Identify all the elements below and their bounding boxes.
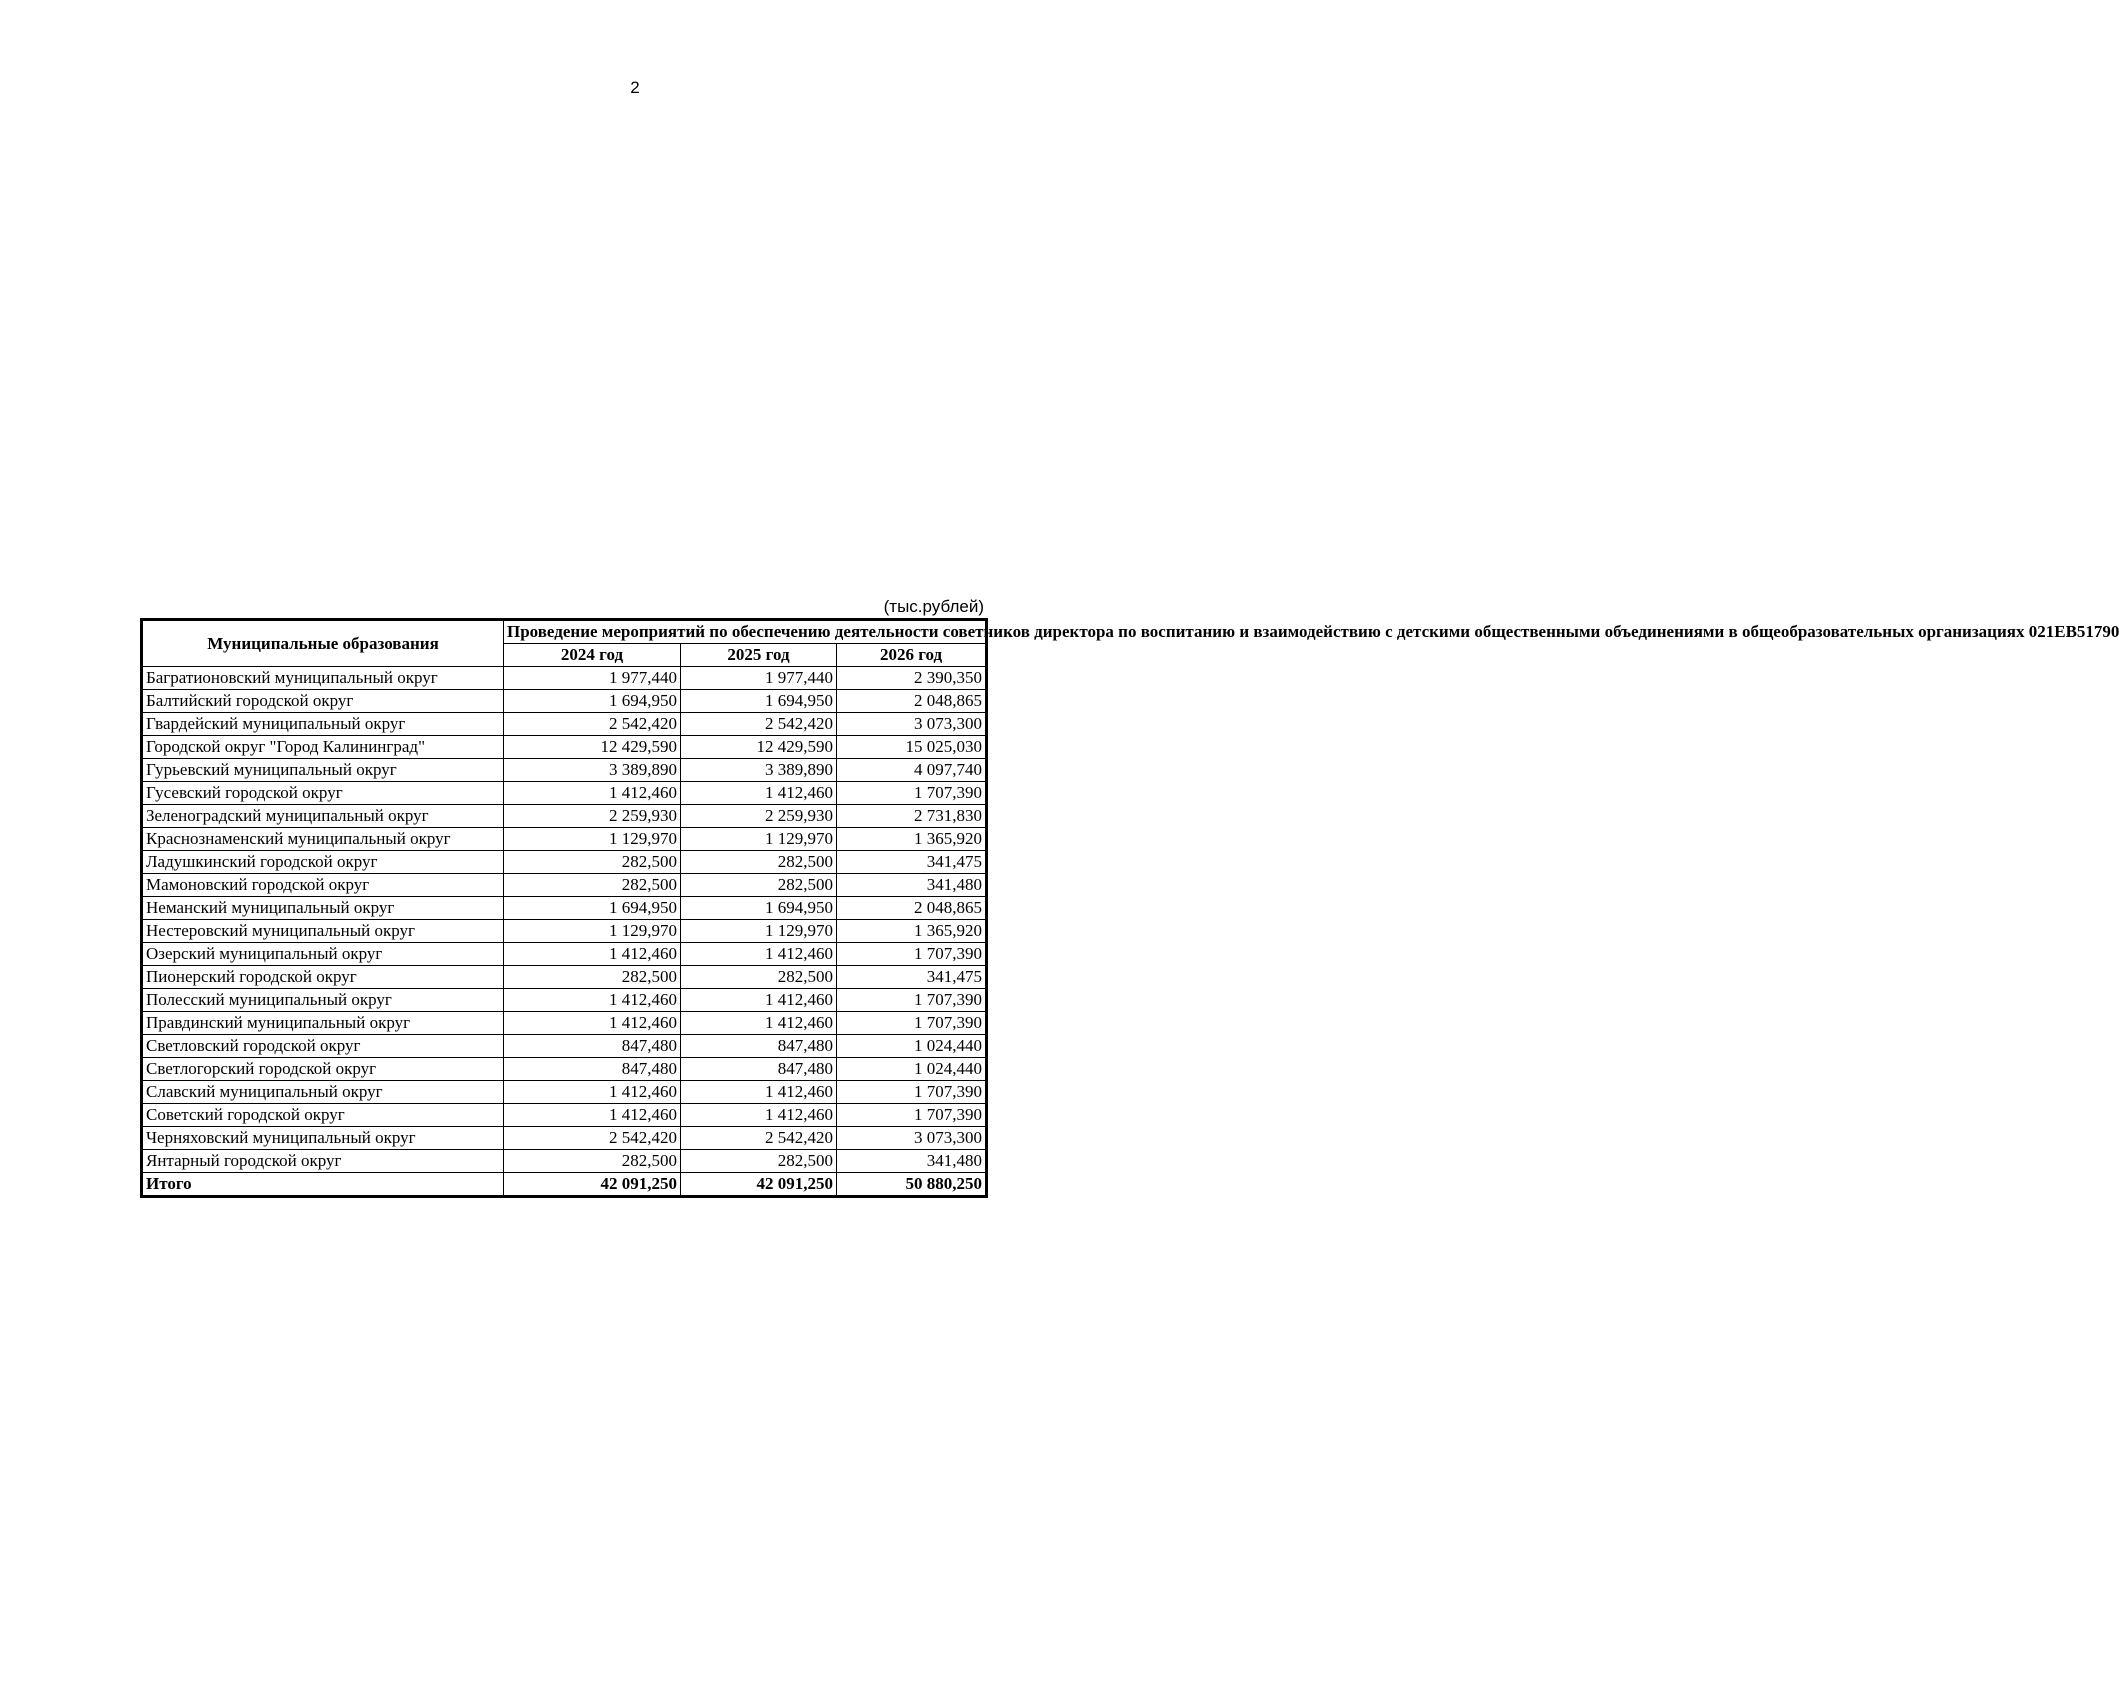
value-2024-cell: 1 694,950	[504, 897, 681, 920]
measure-column-header: Проведение мероприятий по обеспечению деятельности советников директора по воспитанию и взаимодействию с детскими общественными объединениями в общеобразовательных организациях 021EB51790	[504, 620, 987, 644]
value-2026-cell: 2 731,830	[837, 805, 987, 828]
value-2025-cell: 1 412,460	[681, 1104, 837, 1127]
value-2024-cell: 2 542,420	[504, 1127, 681, 1150]
value-2024-cell: 1 129,970	[504, 920, 681, 943]
table-row	[142, 1127, 987, 1150]
table-row	[142, 782, 987, 805]
value-2026-cell: 1 707,390	[837, 943, 987, 966]
municipality-name-cell: Неманский муниципальный округ	[142, 897, 504, 920]
value-2024-cell: 1 977,440	[504, 667, 681, 690]
value-2025-cell: 12 429,590	[681, 736, 837, 759]
value-2026-cell: 1 024,440	[837, 1035, 987, 1058]
value-2024-cell: 12 429,590	[504, 736, 681, 759]
header-row	[142, 620, 987, 644]
value-2026-cell: 15 025,030	[837, 736, 987, 759]
total-label-cell: Итого	[142, 1173, 504, 1197]
municipality-name-cell: Черняховский муниципальный округ	[142, 1127, 504, 1150]
table-row	[142, 759, 987, 782]
value-2024-cell: 282,500	[504, 874, 681, 897]
year-header-2026: 2026 год	[837, 644, 987, 667]
subsidy-table	[140, 618, 2119, 1198]
value-2025-cell: 1 694,950	[681, 690, 837, 713]
value-2025-cell: 1 412,460	[681, 1081, 837, 1104]
municipality-name-cell: Полесский муниципальный округ	[142, 989, 504, 1012]
value-2024-cell: 2 259,930	[504, 805, 681, 828]
value-2025-cell: 1 694,950	[681, 897, 837, 920]
municipality-name-cell: Пионерский городской округ	[142, 966, 504, 989]
municipality-name-cell: Советский городской округ	[142, 1104, 504, 1127]
table-row	[142, 1058, 987, 1081]
value-2025-cell: 282,500	[681, 851, 837, 874]
value-2026-cell: 2 390,350	[837, 667, 987, 690]
municipality-name-cell: Озерский муниципальный округ	[142, 943, 504, 966]
value-2025-cell: 1 129,970	[681, 920, 837, 943]
municipality-name-cell: Городской округ "Город Калининград"	[142, 736, 504, 759]
value-2025-cell: 847,480	[681, 1035, 837, 1058]
value-2026-cell: 1 024,440	[837, 1058, 987, 1081]
value-2024-cell: 282,500	[504, 851, 681, 874]
value-2024-cell: 1 412,460	[504, 1104, 681, 1127]
value-2026-cell: 1 707,390	[837, 989, 987, 1012]
value-2026-cell: 1 707,390	[837, 1104, 987, 1127]
table-row	[142, 851, 987, 874]
municipality-name-cell: Янтарный городской округ	[142, 1150, 504, 1173]
table-row	[142, 1150, 987, 1173]
total-row	[142, 1173, 987, 1197]
municipality-name-cell: Светлогорский городской округ	[142, 1058, 504, 1081]
table-row	[142, 1035, 987, 1058]
value-2025-cell: 1 412,460	[681, 943, 837, 966]
value-2024-cell: 3 389,890	[504, 759, 681, 782]
value-2024-cell: 847,480	[504, 1058, 681, 1081]
municipality-name-cell: Нестеровский муниципальный округ	[142, 920, 504, 943]
value-2026-cell: 1 707,390	[837, 782, 987, 805]
municipality-name-cell: Балтийский городской округ	[142, 690, 504, 713]
value-2026-cell: 341,480	[837, 874, 987, 897]
municipality-name-cell: Славский муниципальный округ	[142, 1081, 504, 1104]
value-2025-cell: 2 542,420	[681, 1127, 837, 1150]
value-2026-cell: 4 097,740	[837, 759, 987, 782]
value-2024-cell: 1 129,970	[504, 828, 681, 851]
value-2024-cell: 1 412,460	[504, 1081, 681, 1104]
value-2024-cell: 1 412,460	[504, 782, 681, 805]
total-2025-cell: 42 091,250	[681, 1173, 837, 1197]
value-2025-cell: 2 542,420	[681, 713, 837, 736]
value-2026-cell: 1 365,920	[837, 828, 987, 851]
municipality-name-cell: Гусевский городской округ	[142, 782, 504, 805]
value-2026-cell: 1 365,920	[837, 920, 987, 943]
municipality-column-header: Муниципальные образования	[142, 620, 504, 667]
value-2024-cell: 2 542,420	[504, 713, 681, 736]
year-header-2024: 2024 год	[504, 644, 681, 667]
value-2026-cell: 341,480	[837, 1150, 987, 1173]
value-2025-cell: 1 977,440	[681, 667, 837, 690]
total-2026-cell: 50 880,250	[837, 1173, 987, 1197]
value-2026-cell: 2 048,865	[837, 897, 987, 920]
value-2025-cell: 1 129,970	[681, 828, 837, 851]
value-2026-cell: 341,475	[837, 966, 987, 989]
value-2025-cell: 1 412,460	[681, 1012, 837, 1035]
municipality-name-cell: Багратионовский муниципальный округ	[142, 667, 504, 690]
page-number: 2	[630, 78, 640, 97]
table-row	[142, 966, 987, 989]
value-2024-cell: 1 412,460	[504, 1012, 681, 1035]
municipality-name-cell: Гвардейский муниципальный округ	[142, 713, 504, 736]
municipality-name-cell: Ладушкинский городской округ	[142, 851, 504, 874]
table-row	[142, 1081, 987, 1104]
value-2025-cell: 3 389,890	[681, 759, 837, 782]
value-2025-cell: 847,480	[681, 1058, 837, 1081]
value-2026-cell: 3 073,300	[837, 1127, 987, 1150]
table-body	[142, 667, 987, 1197]
value-2024-cell: 1 412,460	[504, 989, 681, 1012]
value-2024-cell: 282,500	[504, 966, 681, 989]
value-2024-cell: 847,480	[504, 1035, 681, 1058]
table-row	[142, 943, 987, 966]
table-row	[142, 713, 987, 736]
table-row	[142, 690, 987, 713]
total-2024-cell: 42 091,250	[504, 1173, 681, 1197]
value-2025-cell: 1 412,460	[681, 782, 837, 805]
municipality-name-cell: Мамоновский городской округ	[142, 874, 504, 897]
value-2024-cell: 1 694,950	[504, 690, 681, 713]
municipality-name-cell: Краснознаменский муниципальный округ	[142, 828, 504, 851]
municipality-name-cell: Правдинский муниципальный округ	[142, 1012, 504, 1035]
value-2025-cell: 282,500	[681, 966, 837, 989]
table-row	[142, 828, 987, 851]
value-2026-cell: 3 073,300	[837, 713, 987, 736]
table-row	[142, 897, 987, 920]
table-row	[142, 874, 987, 897]
value-2025-cell: 2 259,930	[681, 805, 837, 828]
value-2025-cell: 1 412,460	[681, 989, 837, 1012]
value-2024-cell: 282,500	[504, 1150, 681, 1173]
units-label: (тыс.рублей)	[883, 597, 984, 616]
value-2026-cell: 2 048,865	[837, 690, 987, 713]
table-row	[142, 1012, 987, 1035]
year-header-2025: 2025 год	[681, 644, 837, 667]
value-2024-cell: 1 412,460	[504, 943, 681, 966]
table-row	[142, 920, 987, 943]
municipality-name-cell: Гурьевский муниципальный округ	[142, 759, 504, 782]
table-row	[142, 989, 987, 1012]
value-2026-cell: 341,475	[837, 851, 987, 874]
municipality-name-cell: Светловский городской округ	[142, 1035, 504, 1058]
value-2026-cell: 1 707,390	[837, 1012, 987, 1035]
value-2026-cell: 1 707,390	[837, 1081, 987, 1104]
value-2025-cell: 282,500	[681, 1150, 837, 1173]
table-row	[142, 736, 987, 759]
table-row	[142, 667, 987, 690]
table-row	[142, 805, 987, 828]
value-2025-cell: 282,500	[681, 874, 837, 897]
municipality-name-cell: Зеленоградский муниципальный округ	[142, 805, 504, 828]
table-row	[142, 1104, 987, 1127]
